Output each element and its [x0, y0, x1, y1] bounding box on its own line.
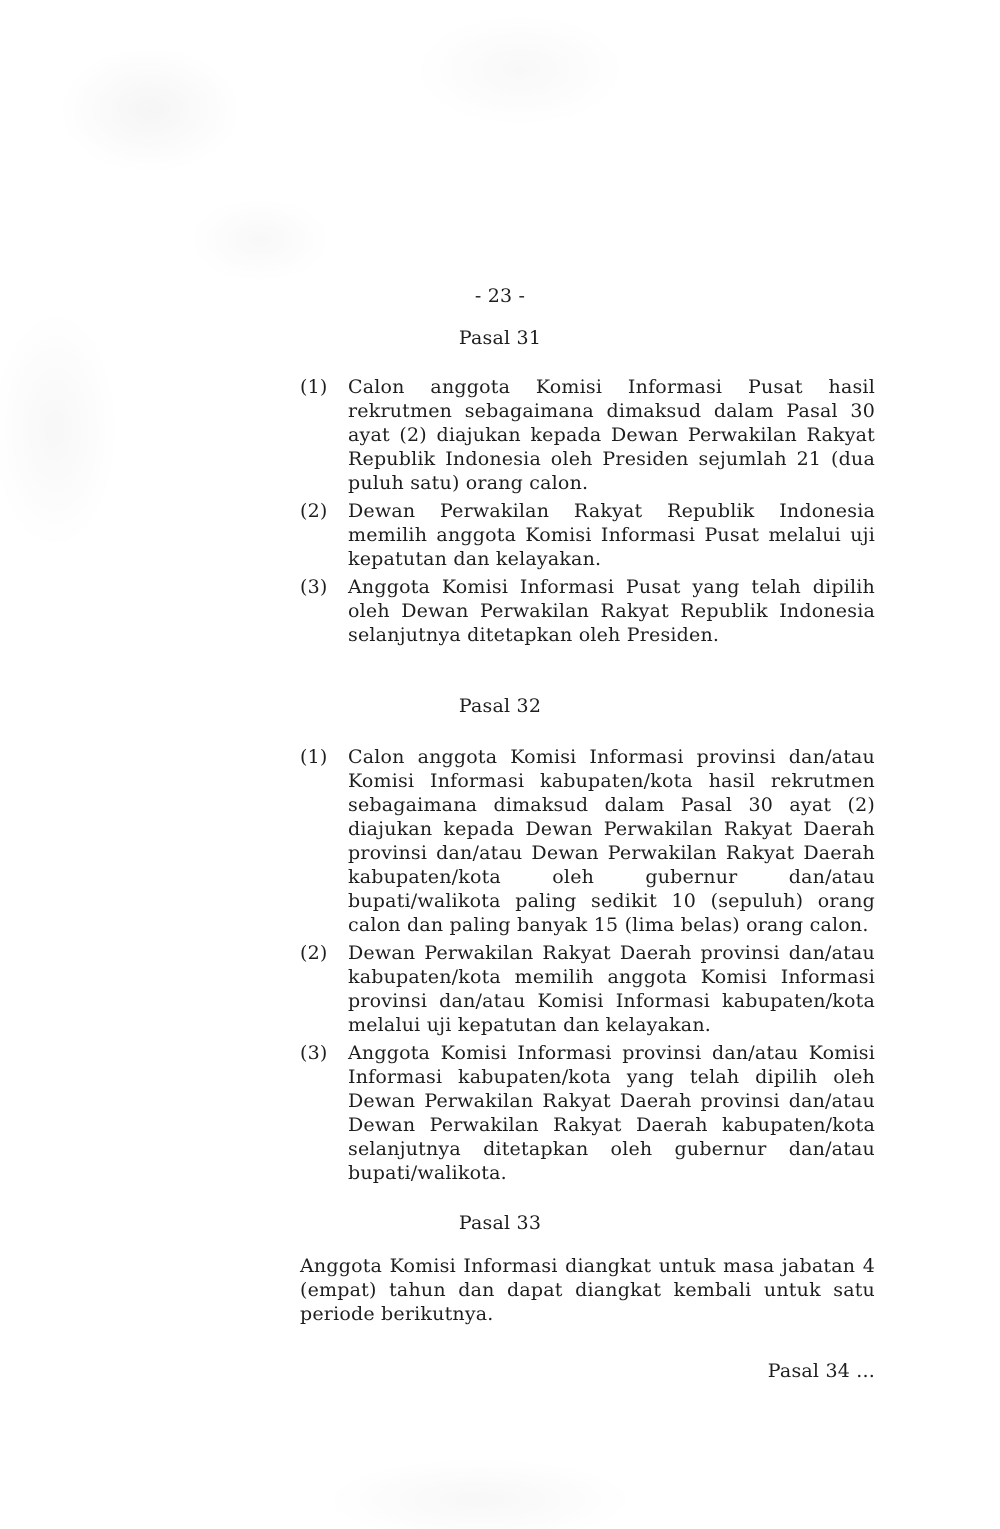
item-number: (2): [300, 500, 328, 522]
list-item: [300, 1041, 875, 1185]
section-pasal-32: [300, 694, 875, 1185]
list-item: [300, 499, 875, 571]
item-text: Anggota Komisi Informasi provinsi dan/atau Komisi Informasi kabupaten/kota yang telah dipilih oleh Dewan Perwakilan Rakyat Daerah provinsi dan/atau Dewan Perwakilan Rakyat Daerah kabupaten/kota selanjutnya ditetapkan oleh gubernur dan/atau bupati/walikota.: [348, 1042, 875, 1184]
item-text: Dewan Perwakilan Rakyat Republik Indonesia memilih anggota Komisi Informasi Pusat melalui uji kepatutan dan kelayakan.: [348, 500, 875, 570]
list-item: [300, 745, 875, 937]
item-text: Anggota Komisi Informasi Pusat yang telah dipilih oleh Dewan Perwakilan Rakyat Republik Indonesia selanjutnya ditetapkan oleh Presiden.: [348, 576, 875, 646]
item-text: Dewan Perwakilan Rakyat Daerah provinsi dan/atau kabupaten/kota memilih anggota Komisi Informasi provinsi dan/atau Komisi Informasi kabupaten/kota melalui uji kepatutan dan kelayakan.: [348, 942, 875, 1036]
section-pasal-33: [300, 1211, 875, 1326]
item-number: (1): [300, 376, 328, 398]
item-text: Calon anggota Komisi Informasi provinsi dan/atau Komisi Informasi kabupaten/kota hasil rekrutmen sebagaimana dimaksud dalam Pasal 30 ayat (2) diajukan kepada Dewan Perwakilan Rakyat Daerah provinsi dan/atau Dewan Perwakilan Rakyat Daerah kabupaten/kota oleh gubernur dan/atau bupati/walikota paling sedikit 10 (sepuluh) orang calon dan paling banyak 15 (lima belas) orang calon.: [348, 746, 875, 936]
page-number: - 23 -: [474, 285, 526, 307]
list-item: [300, 941, 875, 1037]
section-heading-pasal-32: Pasal 32: [458, 695, 542, 717]
item-number: (3): [300, 1042, 328, 1064]
section-pasal-31: [300, 326, 875, 647]
list-item: [300, 575, 875, 647]
list-item: [300, 375, 875, 495]
continuation-note: Pasal 34 ...: [767, 1360, 875, 1382]
page-content: [300, 0, 875, 1383]
item-number: (3): [300, 576, 328, 598]
item-number: (2): [300, 942, 328, 964]
item-number: (1): [300, 746, 328, 768]
section-paragraph: Anggota Komisi Informasi diangkat untuk masa jabatan 4 (empat) tahun dan dapat diangkat kembali untuk satu periode berikutnya.: [300, 1255, 875, 1325]
section-heading-pasal-31: Pasal 31: [458, 327, 542, 349]
item-text: Calon anggota Komisi Informasi Pusat hasil rekrutmen sebagaimana dimaksud dalam Pasal 30 ayat (2) diajukan kepada Dewan Perwakilan Rakyat Republik Indonesia oleh Presiden sejumlah 21 (dua puluh satu) orang calon.: [348, 376, 875, 494]
section-heading-pasal-33: Pasal 33: [458, 1212, 542, 1234]
